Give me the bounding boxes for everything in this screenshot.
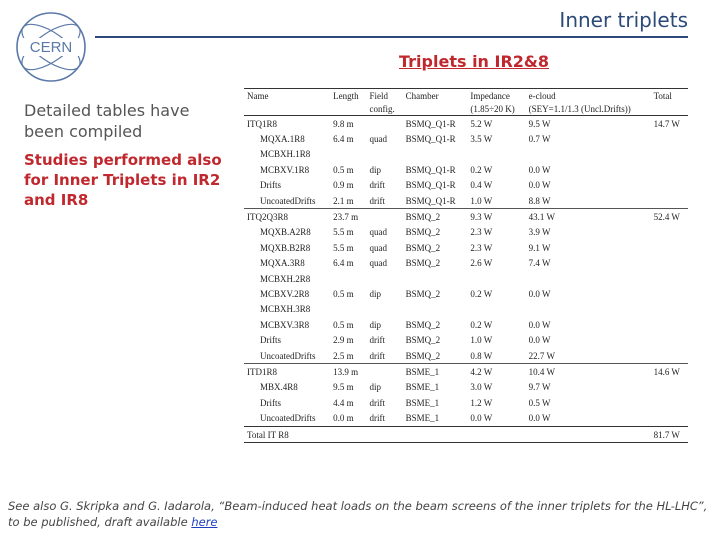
cell-length	[330, 147, 366, 162]
cell-field: drift	[369, 195, 385, 206]
cell-chamber: BSMQ_2	[405, 258, 441, 269]
cell-name: MCBXV.3R8	[260, 319, 310, 330]
table-row	[244, 162, 688, 177]
col-header: Impedance	[467, 89, 525, 103]
cell-length: 0.5 m	[333, 164, 354, 175]
cell-total	[651, 380, 688, 395]
cell-impedance: 0.0 W	[470, 413, 493, 424]
cell-name: MBX.4R8	[260, 382, 298, 393]
cell-name: MQXA.1R8	[260, 134, 305, 145]
cell-total	[651, 332, 688, 347]
cell-chamber: BSMQ_Q1-R	[403, 116, 468, 132]
cell-ecloud: 0.0 W	[528, 413, 551, 424]
cell-field: drift	[369, 335, 385, 346]
cell-chamber: BSMQ_Q1-R	[405, 164, 456, 175]
cell-ecloud	[526, 147, 651, 162]
cell-chamber: BSMQ_Q1-R	[405, 195, 456, 206]
cell-length: 5.5 m	[333, 227, 354, 238]
table-row	[244, 410, 688, 426]
cell-impedance	[467, 302, 525, 317]
cell-chamber	[403, 147, 468, 162]
cell-name: Drifts	[260, 180, 281, 191]
col-header: Chamber	[403, 89, 468, 103]
note-studies: Studies performed also for Inner Triplets in IR2 and IR8	[24, 151, 222, 209]
cell-name: UncoatedDrifts	[260, 413, 316, 424]
cell-impedance: 2.3 W	[470, 242, 493, 253]
cell-field: dip	[369, 288, 382, 299]
total-label: Total IT R8	[244, 426, 330, 442]
cell-total	[651, 317, 688, 332]
cell-total	[651, 286, 688, 301]
cell-impedance: 3.5 W	[470, 134, 493, 145]
cell-impedance: 0.2 W	[470, 164, 493, 175]
col-subheader	[330, 102, 366, 116]
cell-name: Drifts	[260, 335, 281, 346]
cell-name: MQXB.A2R8	[260, 227, 311, 238]
cell-field: quad	[369, 134, 387, 145]
slide-subtitle: Triplets in IR2&8	[399, 52, 549, 71]
table-row	[244, 240, 688, 255]
cell-chamber: BSMQ_2	[403, 209, 468, 225]
cell-ecloud	[526, 271, 651, 286]
cell-name: UncoatedDrifts	[260, 350, 316, 361]
cell-field: dip	[369, 164, 382, 175]
cell-name: MQXB.B2R8	[260, 242, 311, 253]
cell-chamber: BSMQ_Q1-R	[405, 180, 456, 191]
cell-field	[367, 147, 403, 162]
col-subheader: config.	[367, 102, 403, 116]
table-header-row-2	[244, 102, 688, 116]
cell-chamber: BSMQ_2	[405, 335, 441, 346]
cell-field: quad	[369, 227, 387, 238]
cell-impedance: 0.8 W	[470, 350, 493, 361]
cell-length	[330, 302, 366, 317]
cell-total	[651, 147, 688, 162]
cell-total	[651, 240, 688, 255]
cell-ecloud: 0.0 W	[528, 319, 551, 330]
cell-impedance: 4.2 W	[467, 364, 525, 380]
reference-footnote	[8, 498, 712, 530]
table-row	[244, 380, 688, 395]
cell-name: UncoatedDrifts	[260, 195, 316, 206]
cell-total	[651, 178, 688, 193]
col-header: e-cloud	[526, 89, 651, 103]
cell-total	[651, 256, 688, 271]
title-divider	[95, 36, 688, 38]
cell-ecloud: 7.4 W	[528, 258, 551, 269]
cell-impedance: 0.2 W	[470, 319, 493, 330]
cell-total	[651, 302, 688, 317]
cern-logo	[10, 6, 92, 88]
cell-ecloud: 9.7 W	[528, 382, 551, 393]
cell-field: dip	[369, 382, 382, 393]
cell-total	[651, 395, 688, 410]
cell-total	[651, 410, 688, 426]
cell-chamber: BSMQ_2	[405, 227, 441, 238]
cell-length: 23.7 m	[330, 209, 366, 225]
table-row	[244, 178, 688, 193]
cell-length: 13.9 m	[330, 364, 366, 380]
cell-field: dip	[369, 319, 382, 330]
cell-name: Drifts	[260, 397, 281, 408]
draft-link[interactable]: here	[191, 515, 218, 529]
cell-total: 14.7 W	[651, 116, 688, 132]
cell-name: MCBXV.2R8	[260, 288, 310, 299]
col-subheader: (SEY=1.1/1.3 (Uncl.Drifts))	[526, 102, 651, 116]
table-header-row-1	[244, 89, 688, 103]
cell-length	[330, 271, 366, 286]
cell-length: 6.4 m	[333, 258, 354, 269]
cell-length: 2.1 m	[333, 195, 354, 206]
cell-impedance: 2.6 W	[470, 258, 493, 269]
cell-length: 5.5 m	[333, 242, 354, 253]
cell-field: quad	[369, 242, 387, 253]
cell-ecloud: 0.5 W	[528, 397, 551, 408]
table-row	[244, 395, 688, 410]
table-row	[244, 147, 688, 162]
cell-field	[367, 364, 403, 380]
cell-ecloud: 0.7 W	[528, 134, 551, 145]
col-header: Length	[330, 89, 366, 103]
cell-ecloud: 8.8 W	[528, 195, 551, 206]
cell-chamber: BSMQ_2	[405, 288, 441, 299]
cell-name: MCBXH.2R8	[260, 273, 311, 284]
table-row	[244, 225, 688, 240]
cell-impedance	[467, 147, 525, 162]
logo-text: CERN	[29, 39, 73, 56]
cell-name: MCBXV.1R8	[260, 164, 310, 175]
cell-impedance: 5.2 W	[467, 116, 525, 132]
cell-total	[651, 348, 688, 364]
col-header: Field	[367, 89, 403, 103]
cell-impedance: 1.0 W	[470, 335, 493, 346]
cell-chamber: BSME_1	[405, 382, 440, 393]
page-title: Inner triplets	[559, 8, 688, 32]
cell-length: 0.5 m	[333, 319, 354, 330]
cell-ecloud: 43.1 W	[526, 209, 651, 225]
cell-total	[651, 162, 688, 177]
cell-total	[651, 131, 688, 146]
cell-chamber: BSMQ_2	[405, 350, 441, 361]
cell-field: quad	[369, 258, 387, 269]
cell-name: MCBXH.1R8	[260, 149, 311, 160]
table-row	[244, 286, 688, 301]
table-row	[244, 302, 688, 317]
cell-chamber: BSMQ_2	[405, 242, 441, 253]
cell-ecloud: 0.0 W	[528, 164, 551, 175]
table-row	[244, 116, 688, 132]
cell-impedance: 1.2 W	[470, 397, 493, 408]
col-subheader	[244, 102, 330, 116]
cell-name: MQXA.3R8	[260, 258, 305, 269]
total-row	[244, 426, 688, 442]
cell-name: MCBXH.3R8	[260, 304, 311, 315]
cell-chamber: BSMQ_2	[405, 319, 441, 330]
cell-impedance	[467, 271, 525, 286]
cell-name: ITD1R8	[244, 364, 330, 380]
cell-ecloud: 10.4 W	[526, 364, 651, 380]
table-row	[244, 364, 688, 380]
col-header: Total	[651, 89, 688, 103]
cell-length: 0.0 m	[333, 413, 354, 424]
cell-length: 6.4 m	[333, 134, 354, 145]
cell-chamber: BSME_1	[405, 397, 440, 408]
cell-length: 0.9 m	[333, 180, 354, 191]
note-compiled: Detailed tables have been compiled	[24, 101, 190, 141]
cell-impedance: 9.3 W	[467, 209, 525, 225]
heat-load-table	[244, 88, 688, 443]
cell-ecloud: 0.0 W	[528, 288, 551, 299]
col-header: Name	[244, 89, 330, 103]
total-value: 81.7 W	[651, 426, 688, 442]
cell-field	[367, 116, 403, 132]
cell-field: drift	[369, 413, 385, 424]
cell-ecloud: 22.7 W	[528, 350, 555, 361]
cell-length: 2.9 m	[333, 335, 354, 346]
cell-ecloud: 9.1 W	[528, 242, 551, 253]
table-body	[244, 116, 688, 427]
cell-name: ITQ2Q3R8	[244, 209, 330, 225]
cell-ecloud: 3.9 W	[528, 227, 551, 238]
cell-field	[367, 302, 403, 317]
col-subheader	[403, 102, 468, 116]
cell-length: 0.5 m	[333, 288, 354, 299]
cell-ecloud	[526, 302, 651, 317]
table-row	[244, 317, 688, 332]
cell-total: 52.4 W	[651, 209, 688, 225]
cell-impedance: 0.4 W	[470, 180, 493, 191]
cell-length: 9.5 m	[333, 382, 354, 393]
footnote-text: See also G. Skripka and G. Iadarola, “Beam-induced heat loads on the beam screens of the inner triplets for the HL-LHC”, to be published, draft available	[8, 499, 708, 529]
table-row	[244, 131, 688, 146]
cell-field: drift	[369, 180, 385, 191]
cell-chamber: BSME_1	[403, 364, 468, 380]
table-row	[244, 256, 688, 271]
cell-chamber: BSME_1	[405, 413, 440, 424]
cell-ecloud: 0.0 W	[528, 180, 551, 191]
cell-total	[651, 225, 688, 240]
cell-ecloud: 0.0 W	[528, 335, 551, 346]
col-subheader: (1.85÷20 K)	[467, 102, 525, 116]
cell-chamber: BSMQ_Q1-R	[405, 134, 456, 145]
cell-field	[367, 209, 403, 225]
cell-chamber	[403, 271, 468, 286]
cell-length: 9.8 m	[330, 116, 366, 132]
cell-ecloud: 9.5 W	[526, 116, 651, 132]
cell-length: 4.4 m	[333, 397, 354, 408]
cell-field: drift	[369, 350, 385, 361]
cell-impedance: 0.2 W	[470, 288, 493, 299]
cell-impedance: 2.3 W	[470, 227, 493, 238]
table-row	[244, 209, 688, 225]
table-row	[244, 271, 688, 286]
cell-field	[367, 271, 403, 286]
cell-name: ITQ1R8	[244, 116, 330, 132]
cell-field: drift	[369, 397, 385, 408]
col-subheader	[651, 102, 688, 116]
cell-length: 2.5 m	[333, 350, 354, 361]
table-row	[244, 348, 688, 364]
table-row	[244, 332, 688, 347]
cell-chamber	[403, 302, 468, 317]
cell-total: 14.6 W	[651, 364, 688, 380]
cell-total	[651, 193, 688, 209]
table-row	[244, 193, 688, 209]
cell-total	[651, 271, 688, 286]
cell-impedance: 1.0 W	[470, 195, 493, 206]
cell-impedance: 3.0 W	[470, 382, 493, 393]
